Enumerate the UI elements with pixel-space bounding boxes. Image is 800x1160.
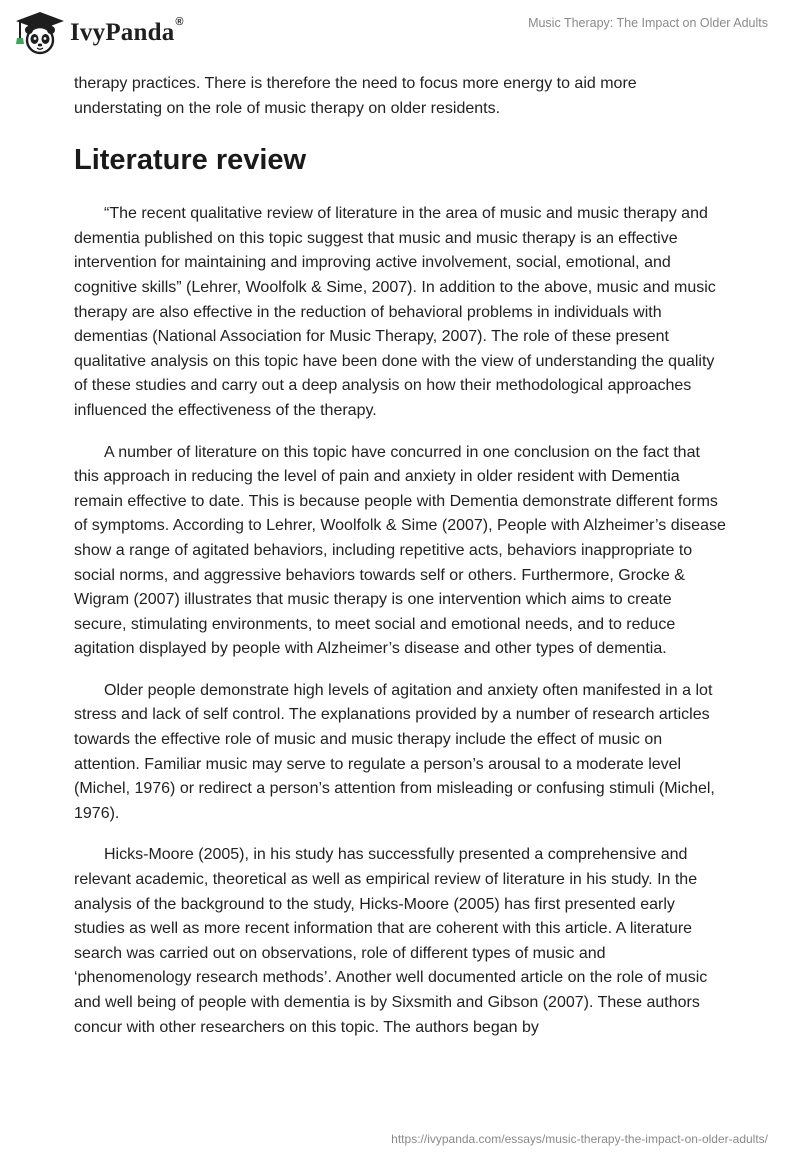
- source-url[interactable]: https://ivypanda.com/essays/music-therapy-the-impact-on-older-adults/: [391, 1132, 768, 1146]
- logo-wordmark: IvyPanda®: [70, 15, 184, 46]
- site-logo[interactable]: [14, 8, 184, 58]
- intro-continuation: therapy practices. There is therefore the need to focus more energy to aid more understating on the role of music therapy on older residents.: [74, 75, 637, 117]
- panda-graduate-icon: [14, 10, 66, 56]
- paragraph-1: “The recent qualitative review of literature in the area of music and music therapy and dementia published on this topic suggest that music and music therapy is an effective intervention for maintaining and improving active involvement, social, emotional, and cognitive skills” (Lehrer, Woolfolk & Sime, 2007). In addition to the above, music and music therapy are also effective in the reduction of behavioral problems in individuals with dementias (National Association for Music Therapy, 2007). The role of these present qualitative analysis on this topic have been done with the view of understanding the quality of these studies and carry out a deep analysis on how their methodological approaches influenced the effectiveness of the therapy.: [74, 205, 716, 419]
- paragraph-4: Hicks-Moore (2005), in his study has successfully presented a comprehensive and relevant academic, theoretical as well as empirical review of literature in his study. In the analysis of the background to the study, Hicks-Moore (2005) has first presented early studies as well as more recent information that are coherent with this article. A literature search was carried out on observations, role of different types of music and ‘phenomenology research methods’. Another well documented article on the role of music and well being of people with dementia is by Sixsmith and Gibson (2007). These authors concur with other researchers on this topic. The authors began by: [74, 846, 708, 1036]
- section-heading: Literature review: [74, 144, 307, 177]
- registered-mark: ®: [175, 15, 184, 28]
- paragraph-3: Older people demonstrate high levels of agitation and anxiety often manifested in a lot stress and lack of self control. The explanations provided by a number of research articles towards the effective role of music and music therapy include the effect of music on attention. Familiar music may serve to regulate a person’s arousal to a moderate level (Michel, 1976) or redirect a person’s attention from misleading or confusing stimuli (Michel, 1976).: [74, 681, 715, 822]
- article-body: [74, 72, 726, 1040]
- running-title: Music Therapy: The Impact on Older Adults: [528, 16, 768, 30]
- paragraph-2: A number of literature on this topic have concurred in one conclusion on the fact that this approach in reducing the level of pain and anxiety in older resident with Dementia remain effective to date. This is because people with Dementia demonstrate different forms of symptoms. According to Lehrer, Woolfolk & Sime (2007), People with Alzheimer’s disease show a range of agitated behaviors, including repetitive acts, behaviors inappropriate to social norms, and aggressive behaviors towards self or others. Furthermore, Grocke & Wigram (2007) illustrates that music therapy is one intervention which aims to create secure, stimulating environments, to meet social and emotional needs, and to reduce agitation displayed by people with Alzheimer’s disease and other types of dementia.: [74, 443, 726, 658]
